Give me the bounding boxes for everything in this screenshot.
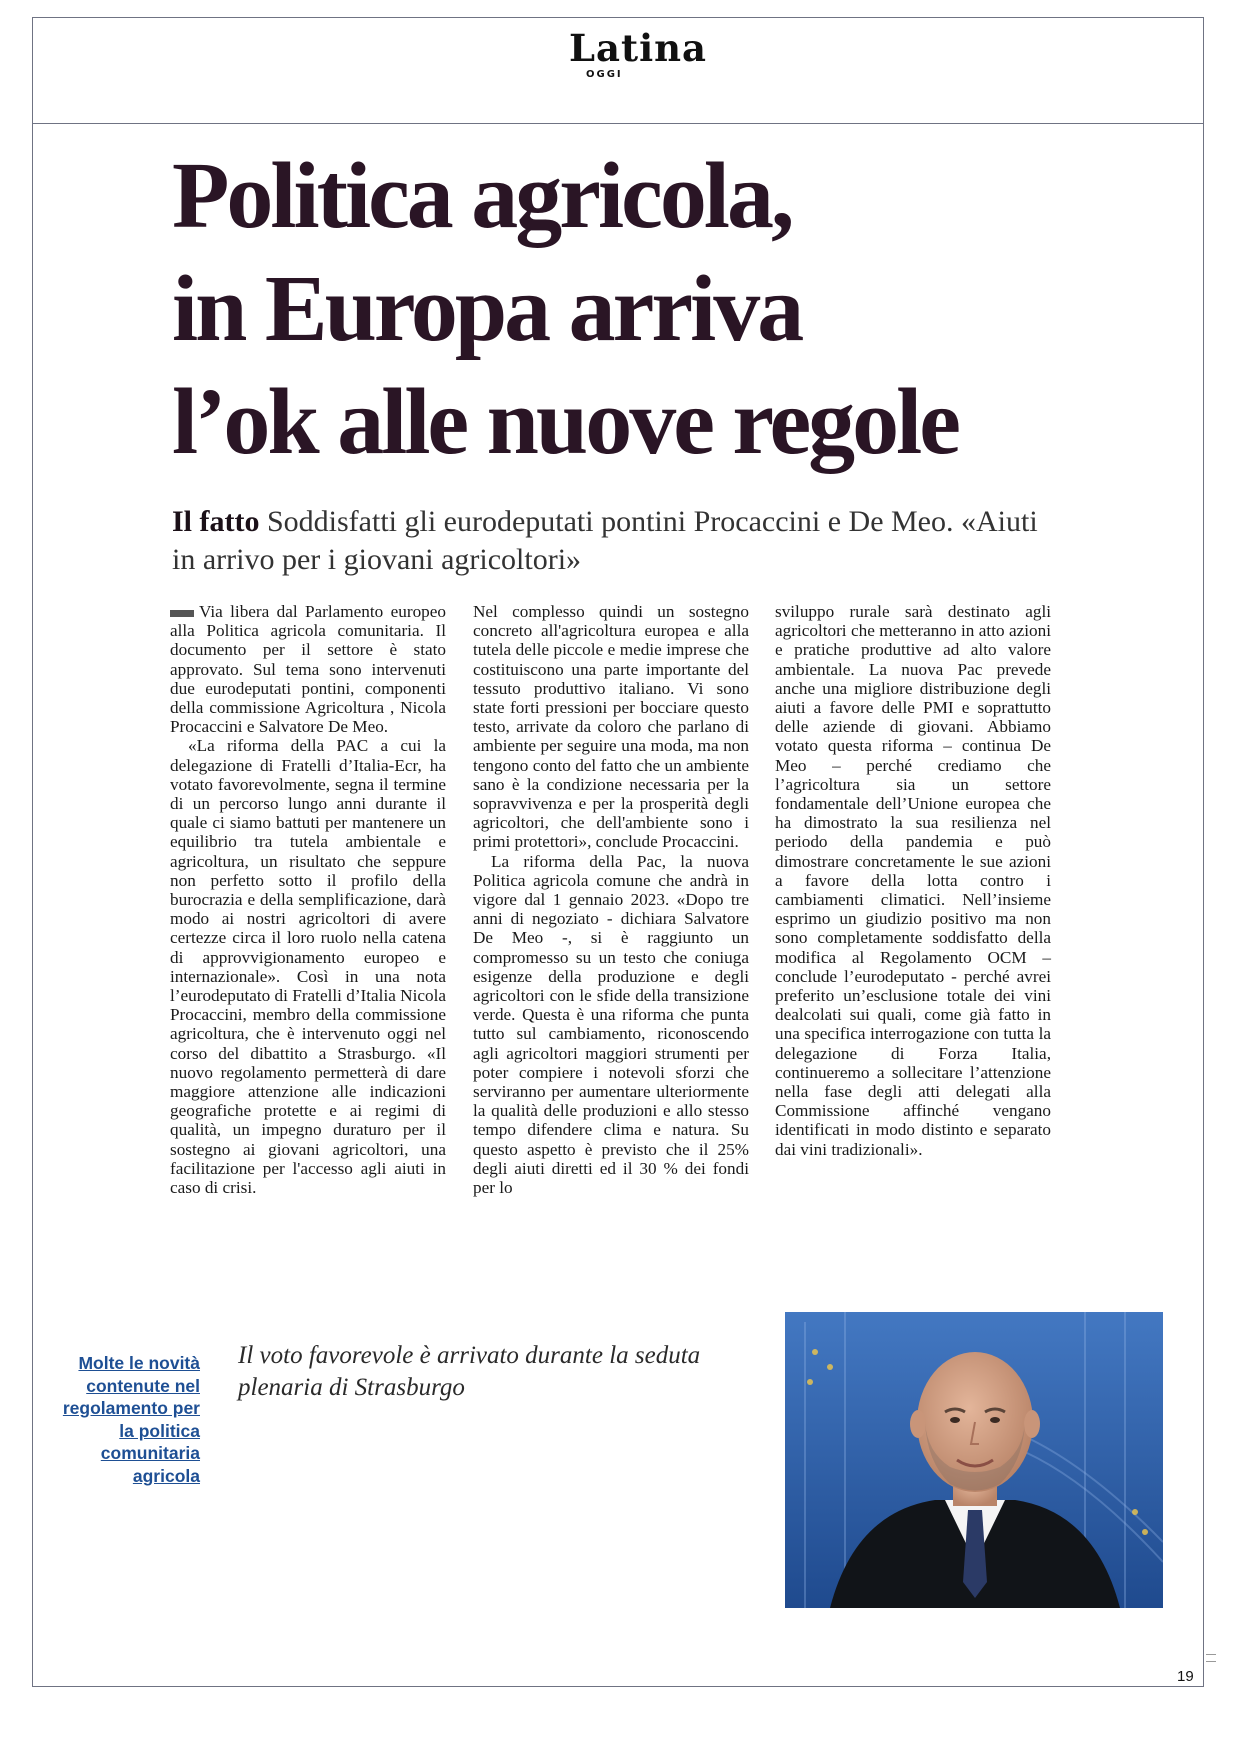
subhead-text: Soddisfatti gli eurodeputati pontini Procaccini e De Meo. «Aiuti in arrivo per i giovani agricoltori» <box>172 505 1038 576</box>
newspaper-logo <box>538 26 738 80</box>
article-subhead <box>172 503 1052 579</box>
article-column-3 <box>775 602 1051 1159</box>
photo-caption: Il voto favorevole è arrivato durante la seduta plenaria di Strasburgo <box>238 1342 701 1401</box>
masthead <box>33 18 1203 124</box>
article-column-2 <box>473 602 749 1197</box>
headline-line: l’ok alle nuove regole <box>172 370 959 474</box>
logo-main-text: Latina <box>568 26 707 70</box>
portrait-photo <box>785 1312 1163 1608</box>
paragraph-text: Via libera dal Parlamento europeo alla Politica agricola comunitaria. Il documento per il settore è stato approvato. Sul tema sono intervenuti due eurodeputati pontini, componenti della commissione Agricoltura , Nicola Procaccini e Salvatore De Meo. <box>170 602 446 737</box>
paragraph <box>170 602 446 736</box>
side-note-link[interactable]: Molte le novità contenute nel regolamento per la politica comunitaria agricola <box>62 1353 200 1486</box>
article-headline <box>172 140 1112 479</box>
paragraph: sviluppo rurale sarà destinato agli agricoltori che metteranno in atto azioni e pratiche produttive ad alto valore ambientale. La nuova Pac prevede anche una migliore distribuzione degli aiuti a favore delle PMI e soprattutto delle aziende di giovani. Abbiamo votato questa riforma – continua De Meo – perché crediamo che l’agricoltura sia un settore fondamentale dell’Unione europea che ha dimostrato la sua resilienza nel periodo della pandemia e può dimostrare concretamente le sue azioni a favore della lotta contro i cambiamenti climatici. Nell’insieme esprimo un giudizio positivo ma non sono completamente soddisfatto della modifica al Regolamento OCM – conclude l’eurodeputato - perché avrei preferito un’esclusione totale dei vini dealcolati sui quali, come già fatto in una specifica interrogazione con tutta la delegazione di Forza Italia, continueremo a sollecitare l’attenzione nella fase degli atti delegati alla Commissione affinché vengano identificati in modo distinto e separato dai vini tradizionali». <box>775 602 1051 1159</box>
logo-sub-text: OGGI <box>586 69 623 80</box>
headline-line: Politica agricola, <box>172 144 792 248</box>
paragraph: Nel complesso quindi un sostegno concreto all'agricoltura europea e alla tutela delle piccole e medie imprese che costituiscono una parte importante del tessuto produttivo italiano. Vi sono state forti pressioni per bocciare questo testo, arrivate da coloro che parlano di ambiente per seguire una moda, ma non tengono conto del fatto che un ambiente sano è la condizione necessaria per la sopravvivenza e per la prosperità degli agricoltori, che dell'ambiente sono i primi protettori», conclude Procaccini. <box>473 602 749 852</box>
page-edge-mark <box>1206 1654 1216 1662</box>
lead-marker <box>170 610 194 617</box>
page-number: 19 <box>1177 1668 1194 1685</box>
headline-line: in Europa arriva <box>172 257 802 361</box>
paragraph: La riforma della Pac, la nuova Politica agricola comune che andrà in vigore dal 1 gennaio 2023. «Dopo tre anni di negoziato - dichiara Salvatore De Meo -, si è raggiunto un compromesso su un testo che coniuga esigenze della produzione e degli agricoltori con le sfide della transizione verde. Questa è una riforma che punta tutto sul cambiamento, riconoscendo agli agricoltori maggiori strumenti per poter compiere i notevoli sforzi che serviranno per aumentare ulteriormente la qualità delle produzioni e allo stesso tempo difendere clima e natura. Su questo aspetto è previsto che il 25% degli aiuti diretti ed il 30 % dei fondi per lo <box>473 851 749 1198</box>
subhead-kicker: Il fatto <box>172 505 260 538</box>
portrait-illustration <box>785 1312 1163 1608</box>
article-column-1 <box>170 602 446 1197</box>
paragraph: «La riforma della PAC a cui la delegazione di Fratelli d’Italia-Ecr, ha votato favorevolmente, segna il termine di un percorso lungo anni durante il quale ci siamo battuti per mantenere un equilibrio tra tutela ambientale e agricoltura, un risultato che seppure non perfetto sotto il profilo della burocrazia e della semplificazione, darà modo ai nostri agricoltori di avere certezze circa il loro ruolo nella catena di approvvigionamento europeo e internazionale». Così in una nota l’eurodeputato di Fratelli d’Italia Nicola Procaccini, membro della commissione agricoltura, che è intervenuto oggi nel corso del dibattito a Strasburgo. «Il nuovo regolamento permetterà di dare maggiore attenzione alle indicazioni geografiche protette e ai regimi di qualità, un impegno duraturo per il sostegno ai giovani agricoltori, una facilitazione per l'accesso agli aiuti in caso di crisi. <box>170 736 446 1198</box>
